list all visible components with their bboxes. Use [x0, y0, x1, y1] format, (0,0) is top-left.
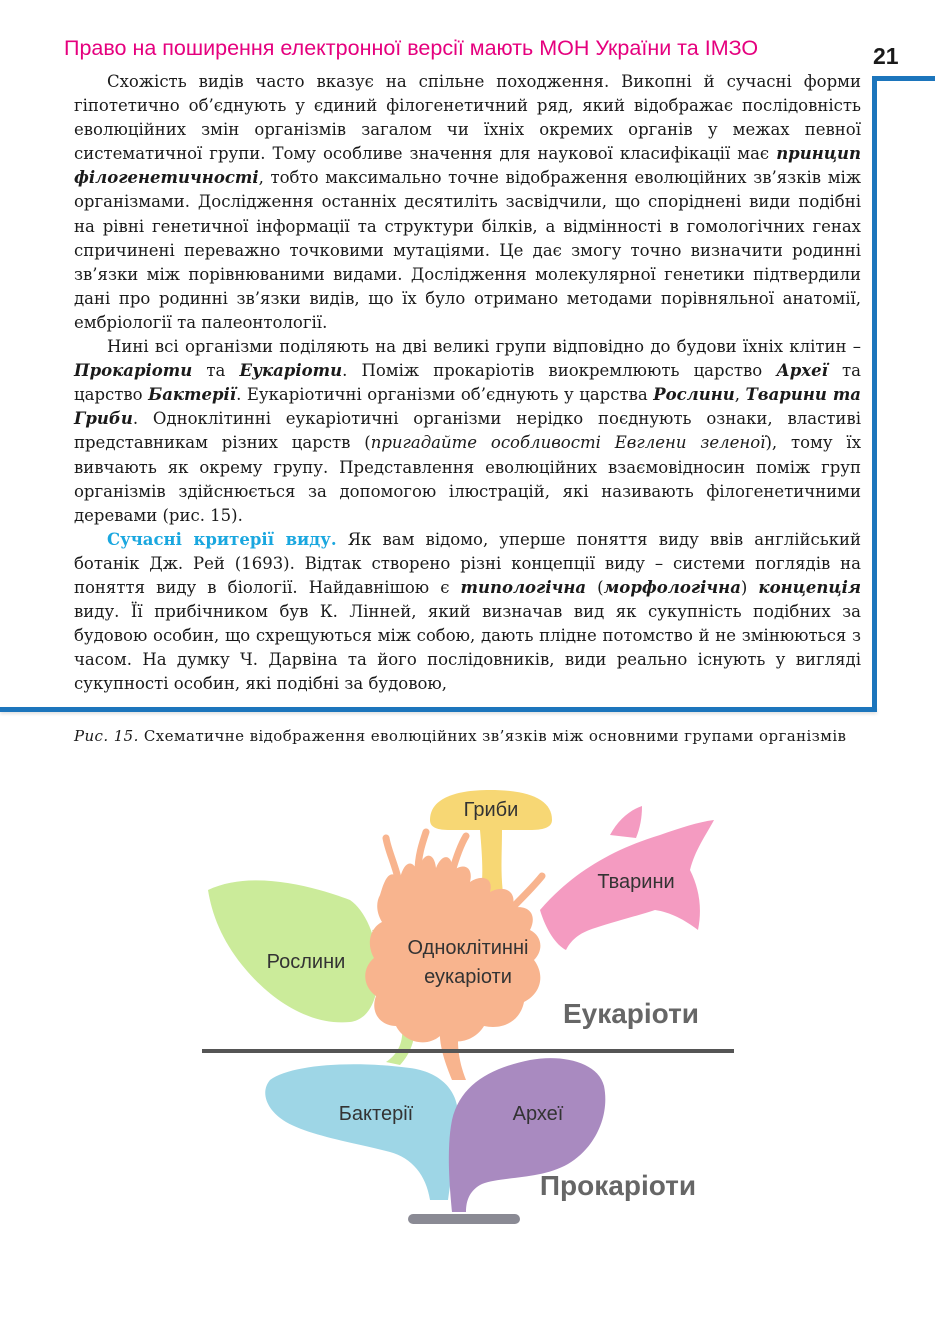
paragraph-phylogeny: Схожість видів часто вказує на спільне походження. Викопні й сучасні форми гіпотетично об’єднують у єдиний філогенетичний ряд, який відображає послідовність еволюційних змін організмів загалом чи їхніх окремих органів у межах певної систематичної групи. Тому особливе значення для наукової класифікації має принцип філогенетичності, тобто максимально точне відображення еволюційних зв’язків між організмами. Дослідження останніх десятиліть засвідчили, що споріднені види подібні на рівні генетичної інформації та структури білків, а відмінності в гомологічних генах спричинені переважно точковими мутаціями. Це дає змогу точно визначити родинні зв’язки між порівнюваними видами. Дослідження молекулярної генетики підтвердили дані про родинні зв’язки видів, що їх було отримано методами порівняльної анатомії, ембріології та палеонтології. [74, 72, 861, 332]
phylogenetic-tree-figure [190, 780, 750, 1240]
label-animals: Тварини [597, 871, 675, 893]
eukaryote-prokaryote-divider [202, 1049, 734, 1053]
term-animals-fungi: Тварини та Гриби [74, 385, 861, 429]
term-morphological: морфологічна [603, 577, 741, 597]
frame-right-edge [872, 76, 877, 712]
label-eukaryotes: Еукаріоти [562, 998, 700, 1029]
term-typological: типологічна [460, 577, 587, 597]
label-unicellular-2: еукаріоти [424, 966, 512, 988]
caption-label: Рис. 15. [74, 727, 139, 745]
tree-base [408, 1214, 520, 1224]
term-bacteria: Бактерії [148, 385, 237, 405]
label-unicellular-1: Одноклітинні [407, 937, 529, 959]
distribution-notice: Право на поширення електронної версії мають МОН України та ІМЗО [64, 36, 759, 60]
frame-bottom-edge [0, 707, 877, 712]
label-fungi: Гриби [463, 799, 519, 821]
figure-caption [74, 727, 864, 746]
animals-fin [610, 806, 642, 838]
page-number: 21 [873, 43, 899, 69]
bacteria-shape [265, 1064, 458, 1200]
caption-text: Схематичне відображення еволюційних зв’язків між основними групами організмів [138, 727, 847, 745]
section-heading: Сучасні критерії виду. [107, 529, 337, 549]
term-archaea: Археї [776, 361, 828, 381]
paragraph-groups: Нині всі організми поділяють на дві великі групи відповідно до будови їхніх клітин – Прокаріоти та Еукаріоти. Поміж прокаріотів виокремлюють царство Археї та царство Бактерії. Еукаріотичні організми об’єднують у царства Рослини, Тварини та Гриби. Одноклітинні еукаріотичні організми нерідко поєднують ознаки, властиві представникам різних царств (пригадайте особливості Евглени зеленої), тому їх вивчають як окрему групу. Представлення еволюційних взаємовідносин поміж груп організмів здійснюється за допомогою ілюстрацій, які називають філогенетичними деревами (рис. 15). [74, 337, 861, 525]
reminder-euglena: пригадайте особливості Евглени зеленої [370, 433, 766, 453]
label-archaea: Археї [512, 1103, 564, 1125]
label-bacteria: Бактерії [338, 1103, 414, 1125]
phylogenetic-tree-svg [190, 780, 750, 1240]
term-plants: Рослини [653, 385, 735, 405]
label-prokaryotes: Прокаріоти [539, 1170, 697, 1201]
term-prokaryotes: Прокаріоти [74, 361, 193, 381]
term-eukaryotes: Еукаріоти [239, 361, 343, 381]
main-text [74, 70, 861, 696]
label-plants: Рослини [266, 951, 346, 973]
paragraph-criteria: Сучасні критерії виду. Як вам відомо, уперше поняття виду ввів англійський ботанік Дж. Рей (1693). Відтак створено різні концепції виду – системи поглядів на поняття виду в біології. Найдавнішою є типологічна (морфологічна) концепція виду. Її прибічником був К. Лінней, який визначав вид як сукупність подібних за будовою особин, що схрещуються між собою, дають плідне потомство й не змінюються з часом. На думку Ч. Дарвіна та його послідовників, види реально існують у вигляді сукупності особин, які подібні за будовою, [74, 529, 862, 694]
frame-top-edge [872, 76, 935, 81]
term-phylogeny-principle: принцип філогенетичності [74, 144, 861, 188]
term-concept: концепція [758, 577, 862, 597]
